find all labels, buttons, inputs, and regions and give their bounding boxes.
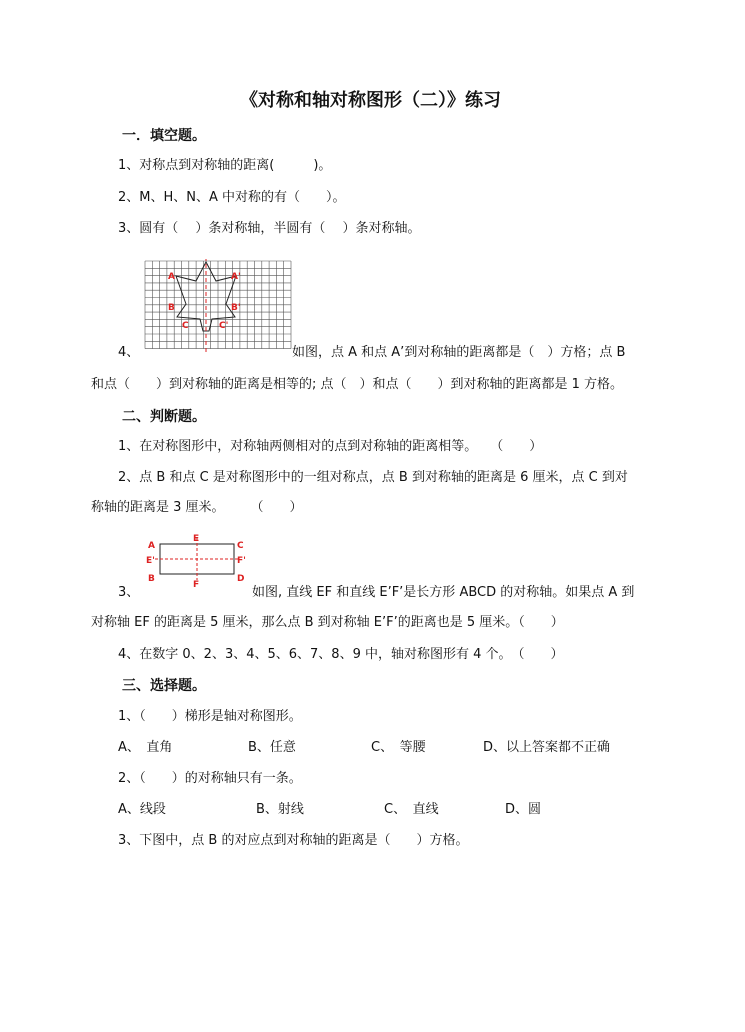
section-heading-true-false: 二、判断题。 (122, 409, 206, 425)
question-1-4-line2: 和点（ ）到对称轴的距离是相等的; 点（ ）和点（ ）到对称轴的距离都是 1 方格。 (91, 377, 624, 392)
question-3-1-option-c: C、 等腰 (371, 740, 426, 755)
question-1-3: 3、圆有（ ）条对称轴，半圆有（ ）条对称轴。 (118, 221, 421, 236)
question-2-3-line1: 如图, 直线 EF 和直线 E’F’是长方形 ABCD 的对称轴。如果点 A 到 (252, 585, 635, 600)
rect-label-D: D (237, 574, 245, 584)
rect-label-C: C (237, 541, 244, 551)
question-3-3: 3、下图中，点 B 的对应点到对称轴的距离是（ ）方格。 (118, 833, 469, 848)
question-2-4: 4、在数字 0、2、3、4、5、6、7、8、9 中，轴对称图形有 4 个。 （ ） (118, 647, 564, 662)
question-2-1: 1、在对称图形中，对称轴两侧相对的点到对称轴的距离相等。 （ ） (118, 439, 543, 454)
question-1-4-line1: 如图，点 A 和点 A’到对称轴的距离都是（ ）方格；点 B (292, 345, 626, 360)
question-3-1-option-b: B、任意 (248, 740, 296, 755)
rect-label-B: B (148, 574, 155, 584)
rect-label-E-prime: E' (146, 556, 155, 566)
label-B-prime: B' (231, 303, 241, 313)
rect-label-F-prime: F' (237, 556, 246, 566)
question-2-2-line2: 称轴的距离是 3 厘米。 （ ） (91, 500, 303, 515)
question-3-2: 2、（ ）的对称轴只有一条。 (118, 771, 302, 786)
question-3-2-option-a: A、线段 (118, 802, 166, 817)
star-grid-figure (143, 259, 293, 355)
question-3-1-option-a: A、 直角 (118, 740, 173, 755)
label-A: A (168, 272, 175, 282)
label-C: C (182, 321, 189, 331)
question-3-2-option-c: C、 直线 (384, 802, 439, 817)
question-3-1: 1、（ ）梯形是轴对称图形。 (118, 709, 302, 724)
question-3-2-option-b: B、射线 (256, 802, 304, 817)
question-1-4-number: 4、 (118, 345, 140, 360)
label-C-prime: C' (219, 321, 229, 331)
question-3-1-option-d: D、以上答案都不正确 (483, 740, 611, 755)
section-heading-multiple-choice: 三、选择题。 (122, 678, 206, 694)
question-2-3-number: 3、 (118, 585, 140, 600)
rect-label-A: A (148, 541, 155, 551)
question-2-3-line2: 对称轴 EF 的距离是 5 厘米，那么点 B 到对称轴 E’F’的距离也是 5 厘米。（ ） (91, 615, 564, 630)
question-2-2-line1: 2、点 B 和点 C 是对称图形中的一组对称点，点 B 到对称轴的距离是 6 厘米，点 C 到对 (118, 470, 628, 485)
rect-label-F: F (193, 580, 200, 588)
question-1-1: 1、对称点到对称轴的距离( )。 (118, 158, 332, 173)
label-B: B (168, 303, 175, 313)
page-title: 《对称和轴对称图形（二）》练习 (240, 90, 501, 111)
section-heading-fill-blank: 一．填空题。 (122, 128, 206, 144)
rectangle-axes-figure (145, 534, 255, 588)
question-1-2: 2、M、H、N、A 中对称的有（ ）。 (118, 190, 346, 205)
rect-label-E: E (193, 534, 200, 544)
label-A-prime: A' (231, 272, 241, 282)
question-3-2-option-d: D、圆 (505, 802, 542, 817)
